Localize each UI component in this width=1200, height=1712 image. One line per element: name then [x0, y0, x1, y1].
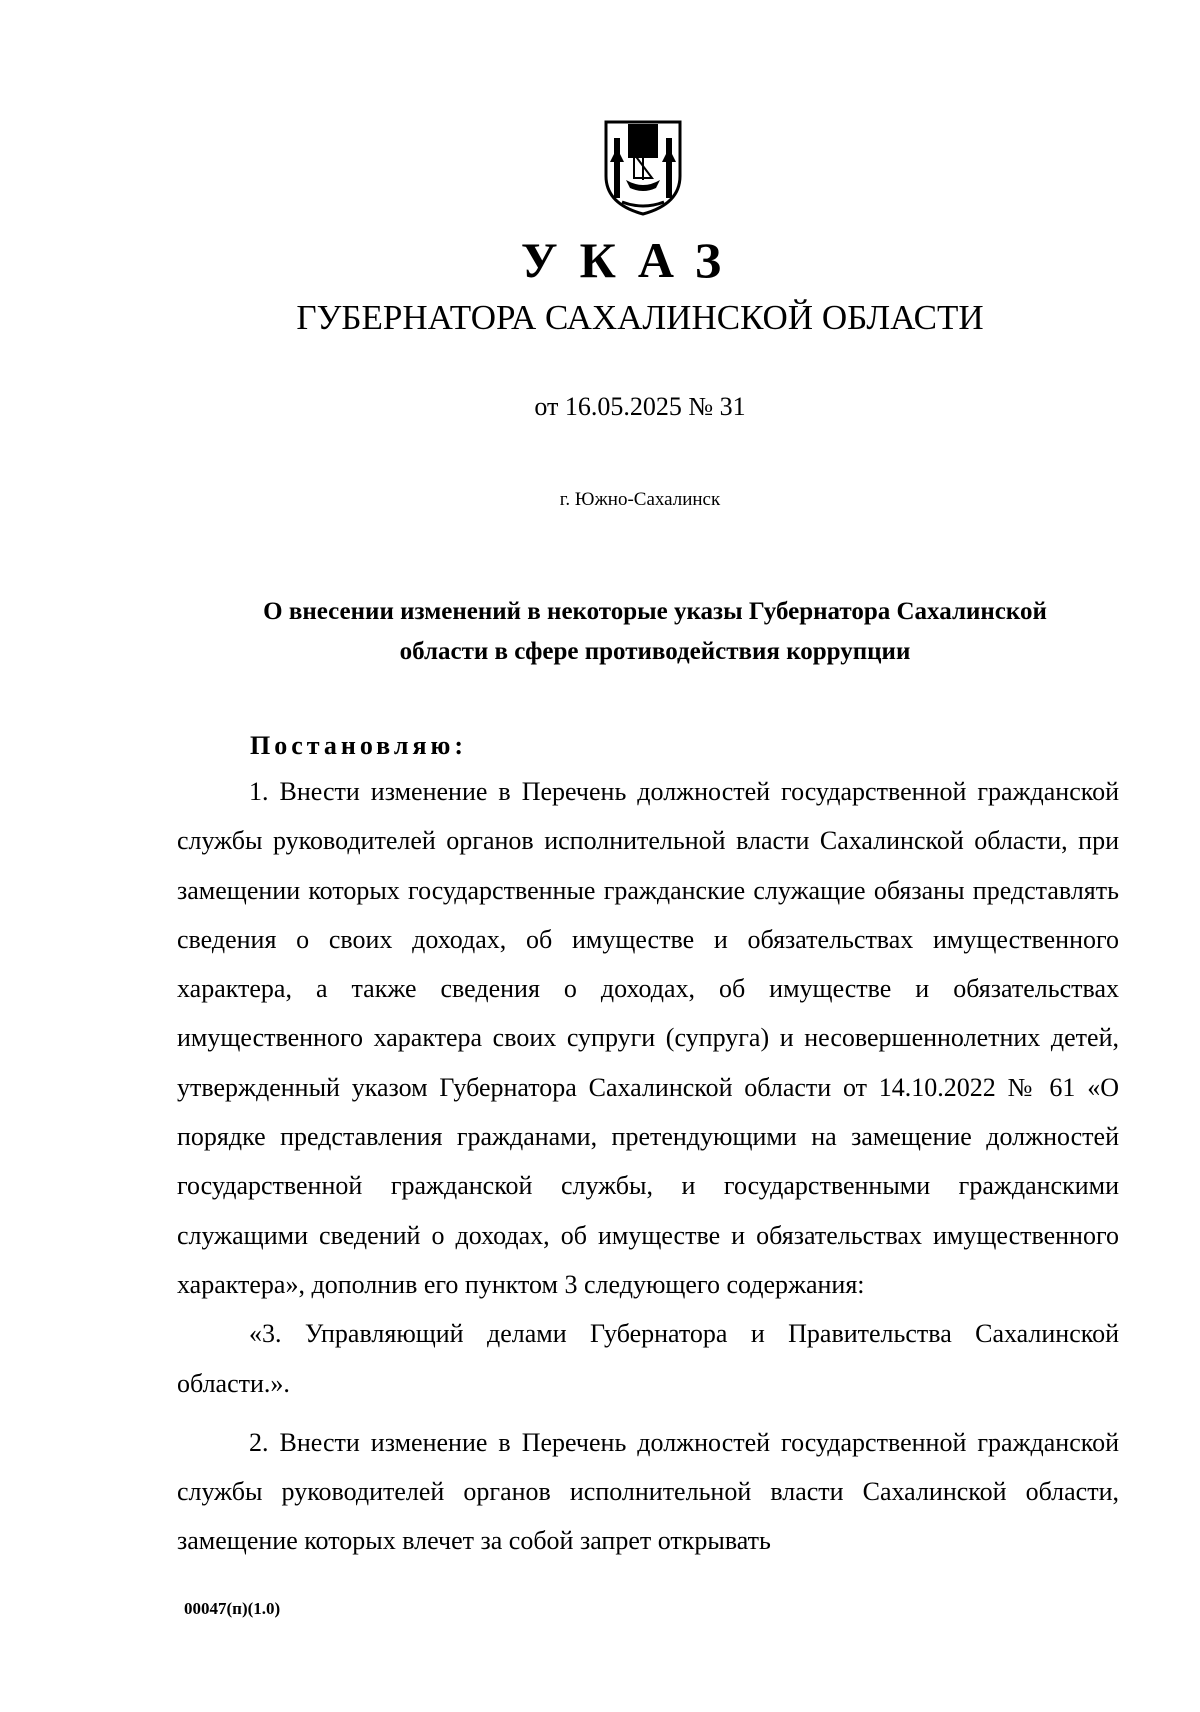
- heading-line-1: О внесении изменений в некоторые указы Губернатора Сахалинской: [263, 598, 1047, 625]
- paragraph-1: 1. Внести изменение в Перечень должностей государственной гражданской службы руководителей органов исполнительной власти Сахалинской области, при замещении которых государственные гражданские служащие обязаны представлять сведения о своих доходах, об имуществе и обязательствах имущественного характера, а также сведения о доходах, об имуществе и обязательствах имущественного характера своих супруги (супруга) и несовершеннолетних детей, утвержденный указом Губернатора Сахалинской области от 14.10.2022 № 61 «О порядке представления гражданами, претендующими на замещение должностей государственной гражданской службы, и государственными гражданскими служащими сведений о доходах, об имуществе и обязательствах имущественного характера», дополнив его пунктом 3 следующего содержания:: [177, 777, 1119, 1299]
- document-title: УКАЗ: [520, 232, 744, 288]
- document-date-number: от 16.05.2025 № 31: [534, 392, 746, 421]
- paragraph-2: 2. Внести изменение в Перечень должностей государственной гражданской службы руководителей органов исполнительной власти Сахалинской области, замещение которых влечет за собой запрет открывать: [177, 1427, 1119, 1556]
- document-subtitle: ГУБЕРНАТОРА САХАЛИНСКОЙ ОБЛАСТИ: [296, 298, 984, 337]
- heading-line-2: области в сфере противодействия коррупции: [399, 638, 911, 665]
- coat-of-arms-icon: [600, 118, 686, 216]
- resolve-word: Постановляю:: [250, 731, 468, 760]
- footer-form-code: 00047(п)(1.0): [184, 1599, 281, 1618]
- paragraph-quote: «3. Управляющий делами Губернатора и Правительства Сахалинской области.».: [177, 1319, 1119, 1398]
- document-heading: [190, 592, 1120, 672]
- document-body: [177, 767, 1119, 1566]
- document-city: г. Южно-Сахалинск: [559, 489, 721, 510]
